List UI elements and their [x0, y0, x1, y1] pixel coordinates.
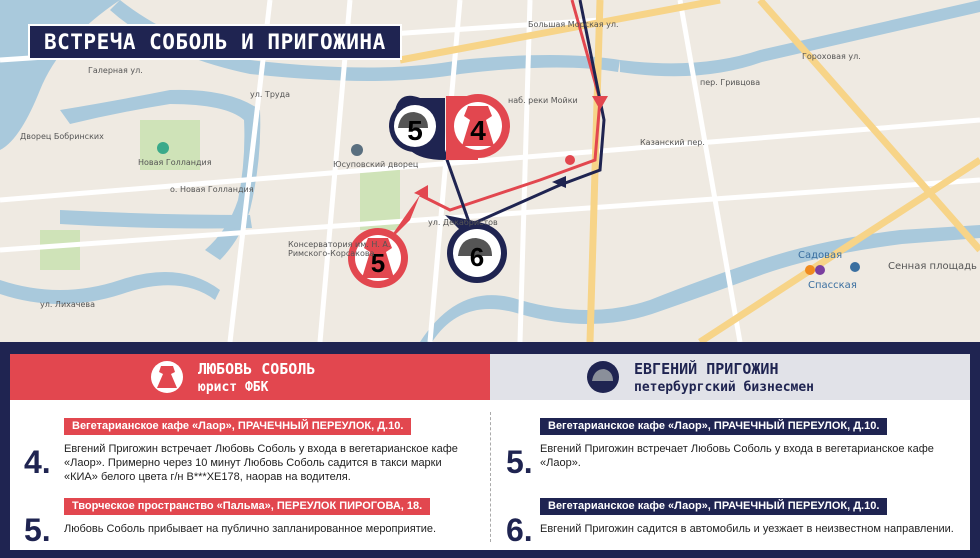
map-label-grivtsova: пер. Гривцова — [700, 78, 761, 87]
marker-number: 6 — [469, 242, 485, 272]
dress-icon — [150, 360, 184, 394]
metro-sadovaya-icon — [815, 265, 825, 275]
map-label-spasskaya: Спасская — [808, 280, 857, 291]
map-label-yusupovsky: Юсуповский дворец — [333, 160, 419, 169]
park-2 — [40, 230, 80, 270]
map-label-kazansky: Казанский пер. — [640, 138, 705, 147]
sobol-entry-place: Вегетарианское кафе «Лаор», ПРАЧЕЧНЫЙ ПЕРЕУЛОК, Д.10. — [64, 418, 411, 435]
text-line: «КИА» белого цвета г/н В***ХЕ178, наорав на водителя. — [64, 471, 351, 483]
text-line: Евгений Пригожин встречает Любовь Соболь у входа в вегетарианское кафе — [64, 443, 458, 455]
pigozhin-header — [490, 354, 970, 400]
text-line: «Лаор». Примерно через 10 минут Любовь Соболь садится в такси марки — [64, 457, 442, 469]
map-label-novaya-gollandiya: Новая Голландия — [138, 158, 212, 167]
pigozhin-name: ЕВГЕНИЙ ПРИГОЖИН — [634, 360, 779, 378]
text-line: «Лаор». — [540, 457, 581, 469]
sobol-entry-text — [64, 442, 484, 484]
marker-number: 5 — [370, 248, 386, 278]
place-pin-icon — [157, 142, 169, 154]
map-label-gorokhovaya: Гороховая ул. — [802, 52, 861, 61]
pigozhin-role: петербургский бизнесмен — [634, 380, 815, 395]
text-line: Евгений Пригожин встречает Любовь Соболь у входа в вегетарианское кафе — [540, 443, 934, 455]
text-line: Евгений Пригожин садится в автомобиль и уезжает в неизвестном направлении. — [540, 523, 954, 535]
sobol-name: ЛЮБОВЬ СОБОЛЬ — [198, 360, 316, 378]
map-label-dvorec: Дворец Бобринских — [20, 132, 104, 141]
column-divider — [490, 412, 491, 542]
pigozhin-entry-number: 6. — [506, 512, 533, 548]
map-label-dekabristov: ул. Декабристов — [428, 218, 498, 227]
text-line: Любовь Соболь прибывает на публично запланированное мероприятие. — [64, 523, 437, 535]
info-panel-inner — [10, 354, 970, 550]
map-label-moika: наб. реки Мойки — [508, 96, 578, 105]
metro-spasskaya-icon — [805, 265, 815, 275]
pigozhin-entry-place: Вегетарианское кафе «Лаор», ПРАЧЕЧНЫЙ ПЕРЕУЛОК, Д.10. — [540, 498, 887, 515]
cap-icon — [586, 360, 620, 394]
info-panel — [0, 342, 980, 558]
sobol-entry-number: 4. — [24, 444, 51, 480]
sobol-header — [10, 354, 490, 400]
map-label-o-novaya-gollandiya: о. Новая Голландия — [170, 185, 254, 194]
sobol-entry-text — [64, 522, 484, 536]
map-label-lyksaeva: ул. Лихачева — [40, 300, 96, 309]
metro-sennaya-icon — [850, 262, 860, 272]
sobol-entry-number: 5. — [24, 512, 51, 548]
map-label-sadovaya: Садовая — [798, 250, 843, 261]
map-label-bolshaya-morskaya: Большая Морская ул. — [528, 20, 619, 29]
map-label-truda: ул. Труда — [250, 90, 291, 99]
map-label-konservatoriya: Консерватория им. Н. А. Римского-Корсакова — [288, 240, 391, 258]
place-pin-icon — [565, 155, 575, 165]
pigozhin-entry-text — [540, 522, 965, 536]
sobol-role: юрист ФБК — [198, 380, 269, 395]
map-label-galernaya: Галерная ул. — [88, 66, 143, 75]
pigozhin-entry-number: 5. — [506, 444, 533, 480]
pigozhin-entry-place: Вегетарианское кафе «Лаор», ПРАЧЕЧНЫЙ ПЕРЕУЛОК, Д.10. — [540, 418, 887, 435]
pigozhin-entry-text — [540, 442, 965, 470]
map-label-sennaya: Сенная площадь — [888, 261, 977, 272]
sobol-entry-place: Творческое пространство «Пальма», ПЕРЕУЛОК ПИРОГОВА, 18. — [64, 498, 430, 515]
marker-number: 4 — [470, 115, 486, 146]
page-title: ВСТРЕЧА СОБОЛЬ И ПРИГОЖИНА — [28, 24, 402, 60]
place-pin-icon — [351, 144, 363, 156]
marker-number: 5 — [407, 115, 423, 146]
